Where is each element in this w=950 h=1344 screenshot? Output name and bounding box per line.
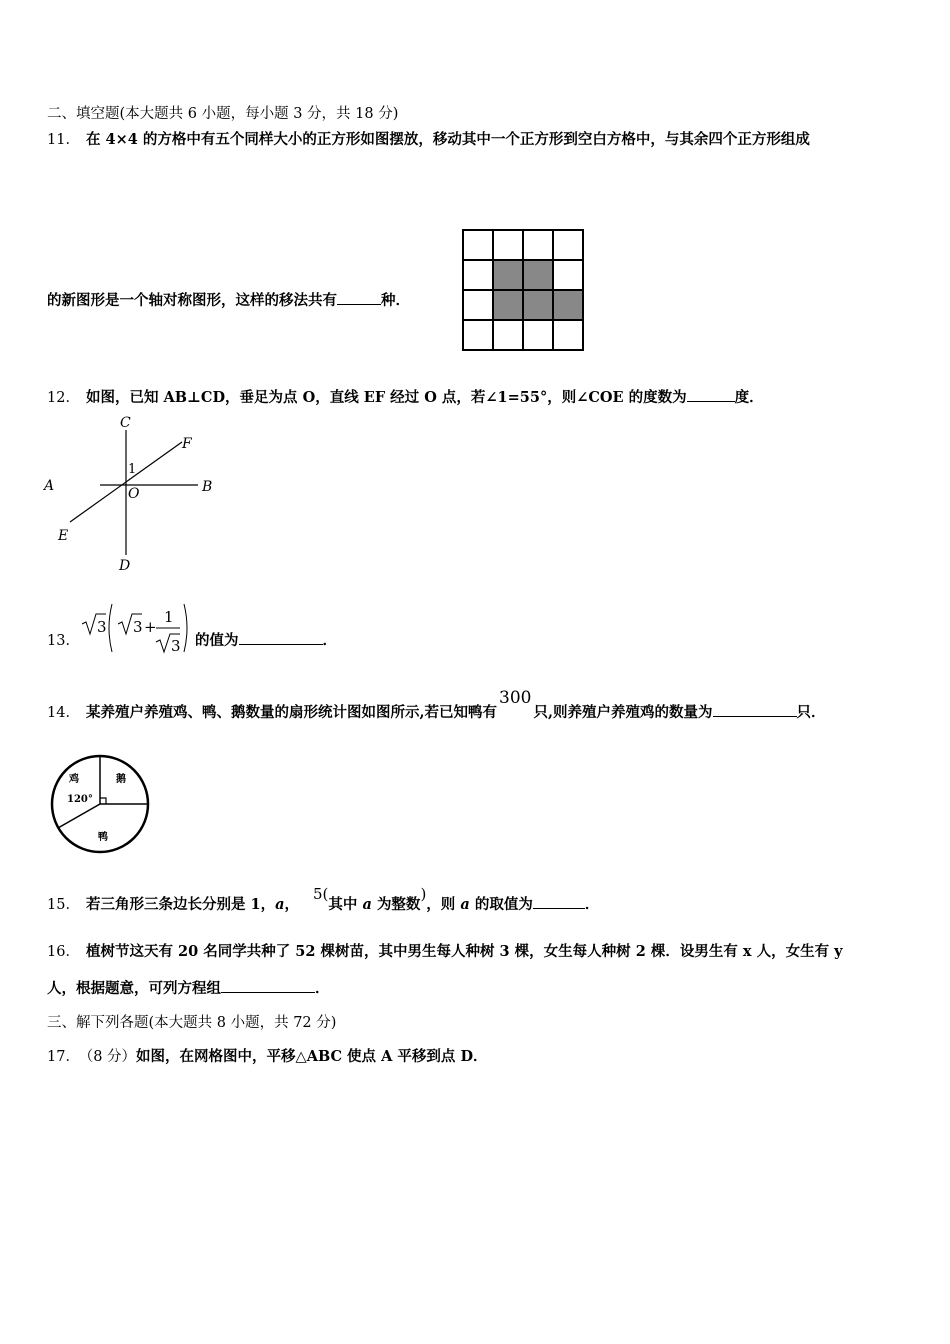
fraction-denominator: 3 <box>171 637 181 655</box>
q16-text-end: ． <box>315 980 330 997</box>
q14-answer-blank[interactable] <box>713 702 797 717</box>
label-d: D <box>119 558 131 574</box>
q17-line <box>47 1045 488 1066</box>
label-c: C <box>120 415 131 431</box>
q15-raised-close: ) <box>420 885 427 903</box>
label-e: E <box>58 528 69 544</box>
q13-expression <box>80 602 192 658</box>
sqrt-inner-value: 3 <box>133 618 143 636</box>
q15-text-end: ． <box>584 896 600 913</box>
q13-number: 13． <box>47 633 80 649</box>
q14-pie-chart <box>46 754 158 858</box>
q11-grid-figure <box>462 229 586 353</box>
q15-var-a-3: a <box>460 896 470 913</box>
pie-angle-label: 120° <box>67 794 93 805</box>
q12-line <box>47 386 764 407</box>
q14-text: 某养殖户养殖鸡、鸭、鹅数量的扇形统计图如图所示,若已知鸭有 <box>85 704 497 721</box>
q15-text-mid2: 为整数 <box>376 896 421 913</box>
q13-text: 的值为 <box>195 632 239 649</box>
shaded-square <box>523 260 553 290</box>
q15-answer-blank[interactable] <box>533 894 585 909</box>
left-paren <box>109 604 112 652</box>
q15-var-a-2: a <box>362 896 372 913</box>
q16-line1 <box>47 940 843 961</box>
q15-text-after: 的取值为 <box>474 896 533 913</box>
q11-line2 <box>47 289 410 310</box>
q17-number: 17． <box>47 1049 80 1065</box>
q17-text: 如图，在网格图中，平移△ABC 使点 A 平移到点 D． <box>136 1048 488 1065</box>
q11-number: 11． <box>47 132 80 148</box>
q12-number: 12． <box>47 390 80 406</box>
q14-line <box>47 688 826 722</box>
q12-text-end: 度． <box>734 389 764 406</box>
q14-number: 14． <box>47 705 80 721</box>
label-angle-1: 1 <box>128 462 137 477</box>
q16-answer-blank[interactable] <box>221 978 315 993</box>
q15-text: 若三角形三条边长分别是 1， <box>85 896 276 913</box>
q15-comma: ， <box>284 896 299 913</box>
fraction-numerator: 1 <box>164 608 174 626</box>
q12-text: 如图，已知 AB⊥CD，垂足为点 O，直线 EF 经过 O 点，若∠1=55°，则∠COE 的度数为 <box>85 389 687 406</box>
q15-text-mid1: 其中 <box>328 896 358 913</box>
q15-number: 15． <box>47 897 80 913</box>
shaded-square <box>553 290 583 320</box>
label-b: B <box>202 479 213 495</box>
q13-tail <box>195 629 337 650</box>
label-f: F <box>182 436 192 452</box>
q14-value: 300 <box>499 688 532 708</box>
q11-line1 <box>47 128 810 149</box>
shaded-square <box>523 290 553 320</box>
q15-line <box>47 885 600 914</box>
q15-raised-expr: 5( <box>313 885 329 903</box>
q16-text-line1: 植树节这天有 20 名同学共种了 52 棵树苗，其中男生每人种树 3 棵，女生每人种树 2 棵．设男生有 x 人，女生有 y <box>85 943 843 960</box>
q11-text-line1: 在 4×4 的方格中有五个同样大小的正方形如图摆放，移动其中一个正方形到空白方格中，与其余四个正方形组成 <box>85 131 810 148</box>
plus-sign: + <box>144 618 157 636</box>
pie-label-duck: 鸭 <box>98 832 108 843</box>
q17-points: （8 分） <box>85 1049 137 1065</box>
q13-text-end: ． <box>322 632 337 649</box>
q12-figure <box>40 410 230 580</box>
q12-answer-blank[interactable] <box>687 387 735 402</box>
shaded-square <box>493 260 523 290</box>
section-3-heading: 三、解下列各题(本大题共 8 小题，共 72 分) <box>47 1015 337 1031</box>
label-o: O <box>128 486 140 502</box>
pie-label-chicken: 鸡 <box>69 774 79 785</box>
q15-text-mid3: ，则 <box>426 896 456 913</box>
q16-text-line2: 人，根据题意，可列方程组 <box>47 980 221 997</box>
q14-text-end: 只． <box>796 704 826 721</box>
q14-text-2: 只,则养殖户养殖鸡的数量为 <box>533 704 713 721</box>
pie-label-goose: 鹅 <box>116 774 126 785</box>
shaded-square <box>493 290 523 320</box>
q16-line2 <box>47 977 330 998</box>
q11-text-end: 种． <box>381 292 410 309</box>
pie-radius-lower-left <box>58 804 100 828</box>
section-2-heading: 二、填空题(本大题共 6 小题，每小题 3 分，共 18 分) <box>47 106 399 122</box>
q13-answer-blank[interactable] <box>239 630 323 645</box>
q11-answer-blank[interactable] <box>337 290 381 305</box>
q15-var-a: a <box>275 896 285 913</box>
q11-text-line2: 的新图形是一个轴对称图形，这样的移法共有 <box>47 292 337 309</box>
q16-number: 16． <box>47 944 80 960</box>
right-angle-marker <box>100 798 106 804</box>
label-a: A <box>44 478 55 494</box>
sqrt-outer-value: 3 <box>97 618 107 636</box>
right-paren <box>184 604 187 652</box>
